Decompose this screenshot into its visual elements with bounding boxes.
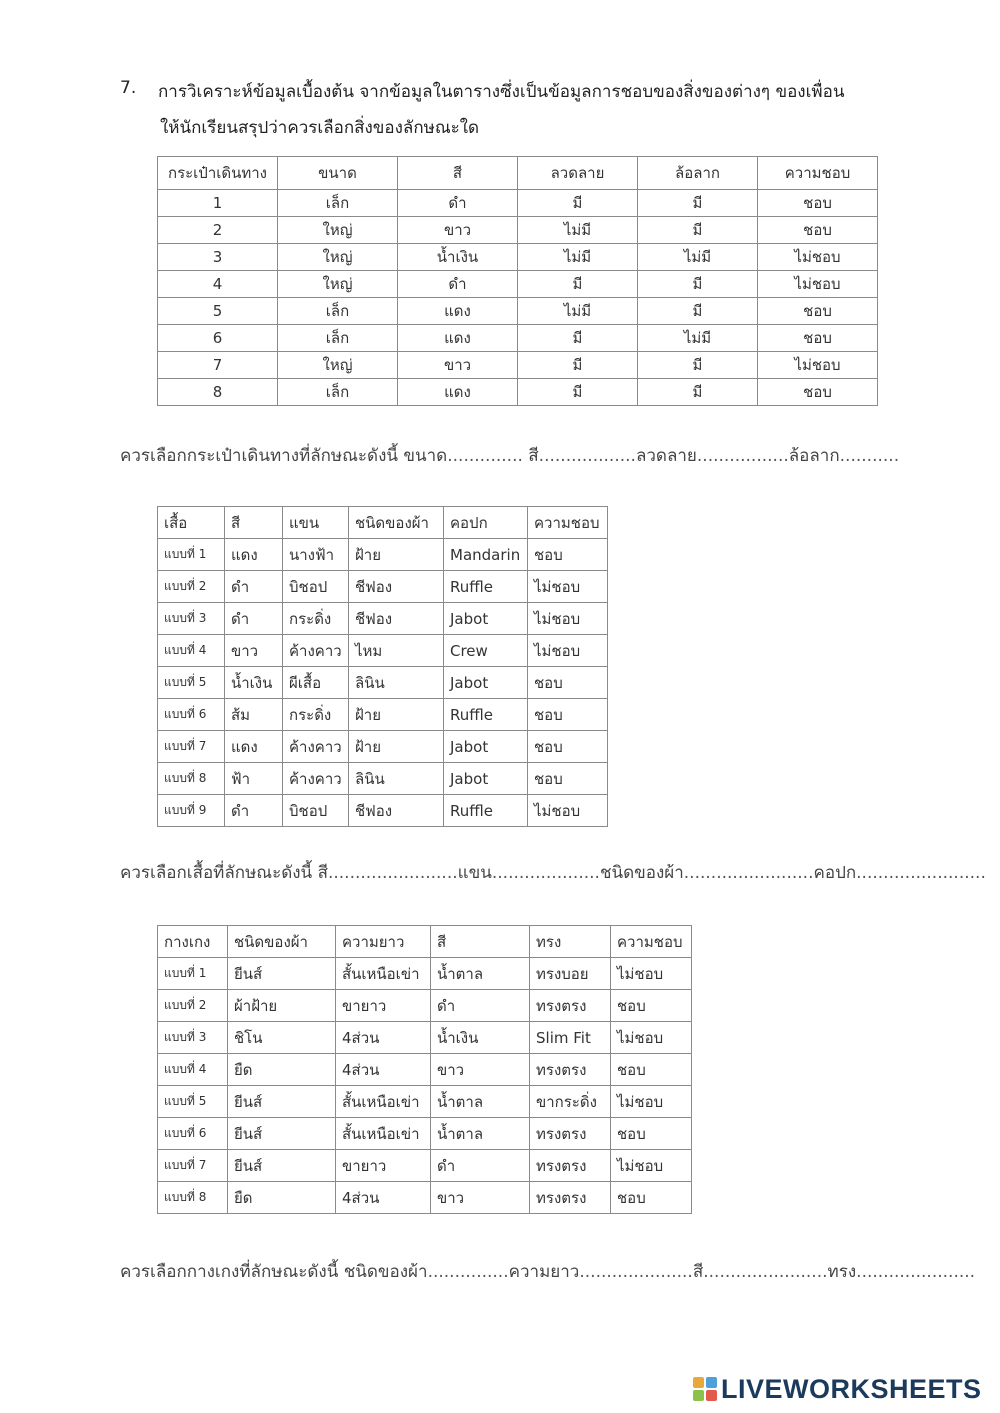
liveworksheets-wordmark: LIVEWORKSHEETS [721, 1373, 982, 1404]
pants-header-row [158, 926, 692, 958]
luggage-header-cell: ความชอบ [758, 157, 878, 190]
shirt-cell: นางฟ้า [283, 539, 349, 571]
luggage-row [158, 190, 878, 217]
shirt-cell: Jabot [444, 603, 528, 635]
pants-cell: สั้นเหนือเข่า [336, 958, 431, 990]
shirt-cell: ไม่ชอบ [528, 603, 608, 635]
shirt-cell: ผีเสื้อ [283, 667, 349, 699]
luggage-cell: ชอบ [758, 298, 878, 325]
pants-cell: ดำ [431, 990, 530, 1022]
shirt-cell: แบบที่ 3 [158, 603, 225, 635]
shirt-table-body [158, 507, 608, 827]
luggage-cell: ใหญ่ [278, 271, 398, 298]
pants-header-cell: ทรง [530, 926, 611, 958]
luggage-cell: ใหญ่ [278, 244, 398, 271]
pants-cell: 4ส่วน [336, 1022, 431, 1054]
pants-cell: ขายาว [336, 1150, 431, 1182]
shirt-sleeve-blank[interactable]: .................... [491, 863, 600, 883]
shirt-header-cell: แขน [283, 507, 349, 539]
shirt-cell: ดำ [225, 571, 283, 603]
shirt-cell: แบบที่ 8 [158, 763, 225, 795]
shirt-row [158, 603, 608, 635]
shirt-header-cell: ความชอบ [528, 507, 608, 539]
luggage-pattern-label: ลวดลาย [635, 446, 697, 466]
luggage-cell: ชอบ [758, 190, 878, 217]
luggage-cell: มี [638, 379, 758, 406]
pants-row [158, 1054, 692, 1086]
shirt-cell: Ruffle [444, 795, 528, 827]
shirt-cell: กระดิ่ง [283, 603, 349, 635]
pants-cell: ทรงตรง [530, 1150, 611, 1182]
shirt-row [158, 795, 608, 827]
luggage-cell: ไม่ชอบ [758, 244, 878, 271]
shirt-header-row [158, 507, 608, 539]
pants-cell: แบบที่ 7 [158, 1150, 228, 1182]
luggage-cell: มี [638, 298, 758, 325]
pants-cell: ยีนส์ [228, 958, 336, 990]
pants-cell: ยีนส์ [228, 1150, 336, 1182]
luggage-cell: มี [518, 352, 638, 379]
shirt-row [158, 667, 608, 699]
shirt-answer-prefix: ควรเลือกเสื้อที่ลักษณะดังนี้ สี [120, 863, 328, 883]
pants-cell: แบบที่ 2 [158, 990, 228, 1022]
pants-cell: สั้นเหนือเข่า [336, 1086, 431, 1118]
luggage-cell: มี [638, 352, 758, 379]
shirt-header-cell: สี [225, 507, 283, 539]
shirt-cell: ฟ้า [225, 763, 283, 795]
shirt-cell: ดำ [225, 795, 283, 827]
luggage-cell: 7 [158, 352, 278, 379]
luggage-cell: มี [638, 217, 758, 244]
shirt-cell: ไม่ชอบ [528, 571, 608, 603]
pants-row [158, 958, 692, 990]
shirt-collar-label: คอปก [813, 863, 857, 883]
shirt-cell: Ruffle [444, 571, 528, 603]
luggage-cell: ไม่มี [518, 244, 638, 271]
shirt-sleeve-label: แขน [457, 863, 492, 883]
luggage-cell: ไม่ชอบ [758, 352, 878, 379]
pants-cell: ยีนส์ [228, 1118, 336, 1150]
luggage-cell: ใหญ่ [278, 352, 398, 379]
luggage-cell: ไม่มี [638, 244, 758, 271]
shirt-cell: แบบที่ 5 [158, 667, 225, 699]
luggage-cell: แดง [398, 379, 518, 406]
shirt-cell: ค้างคาว [283, 731, 349, 763]
luggage-header-cell: ล้อลาก [638, 157, 758, 190]
luggage-cell: ไม่ชอบ [758, 271, 878, 298]
luggage-cell: แดง [398, 298, 518, 325]
shirt-cell: บิชอป [283, 795, 349, 827]
pants-cell: ทรงบอย [530, 958, 611, 990]
luggage-row [158, 244, 878, 271]
pants-header-cell: กางเกง [158, 926, 228, 958]
luggage-cell: มี [518, 325, 638, 352]
liveworksheets-logo-icon [693, 1377, 717, 1401]
shirt-collar-blank[interactable]: ........................ [856, 863, 986, 883]
luggage-cell: 8 [158, 379, 278, 406]
pants-cell: ผ้าฝ้าย [228, 990, 336, 1022]
pants-cell: ทรงตรง [530, 1182, 611, 1214]
luggage-header-row [158, 157, 878, 190]
shirt-cell: Ruffle [444, 699, 528, 731]
shirt-row [158, 635, 608, 667]
pants-cell: ชอบ [611, 990, 692, 1022]
shirt-cell: ชอบ [528, 699, 608, 731]
shirt-cell: ชอบ [528, 667, 608, 699]
pants-cell: ขายาว [336, 990, 431, 1022]
luggage-cell: เล็ก [278, 379, 398, 406]
luggage-header-cell: ลวดลาย [518, 157, 638, 190]
pants-cell: ยีนส์ [228, 1086, 336, 1118]
luggage-cell: ขาว [398, 352, 518, 379]
shirt-cell: ไหม [349, 635, 444, 667]
luggage-cell: แดง [398, 325, 518, 352]
pants-cell: ยืด [228, 1182, 336, 1214]
luggage-answer-prefix: ควรเลือกกระเป๋าเดินทางที่ลักษณะดังนี้ ขนาด [120, 446, 448, 466]
pants-row [158, 1022, 692, 1054]
shirt-cell: แบบที่ 2 [158, 571, 225, 603]
luggage-row [158, 271, 878, 298]
shirt-answer-line [120, 859, 986, 886]
pants-cell: น้ำตาล [431, 1086, 530, 1118]
pants-answer-line [120, 1258, 975, 1285]
pants-cell: แบบที่ 1 [158, 958, 228, 990]
luggage-cell: มี [638, 271, 758, 298]
luggage-cell: ดำ [398, 190, 518, 217]
luggage-cell: ใหญ่ [278, 217, 398, 244]
pants-cell: น้ำตาล [431, 1118, 530, 1150]
pants-cell: ไม่ชอบ [611, 1150, 692, 1182]
pants-fabric-blank[interactable]: ............... [427, 1262, 509, 1282]
pants-cell: 4ส่วน [336, 1182, 431, 1214]
shirt-cell: Mandarin [444, 539, 528, 571]
shirt-row [158, 539, 608, 571]
luggage-cell: ไม่มี [638, 325, 758, 352]
pants-cell: ไม่ชอบ [611, 1086, 692, 1118]
luggage-row [158, 298, 878, 325]
pants-cell: แบบที่ 5 [158, 1086, 228, 1118]
luggage-header-cell: กระเป๋าเดินทาง [158, 157, 278, 190]
shirt-cell: แบบที่ 6 [158, 699, 225, 731]
luggage-table [157, 156, 878, 406]
shirt-cell: ค้างคาว [283, 635, 349, 667]
luggage-answer-line [120, 442, 899, 469]
shirt-table [157, 506, 608, 827]
luggage-cell: เล็ก [278, 190, 398, 217]
question-number: 7. [120, 78, 137, 98]
pants-cell: ขากระดิ่ง [530, 1086, 611, 1118]
pants-header-cell: ความชอบ [611, 926, 692, 958]
shirt-cell: ไม่ชอบ [528, 795, 608, 827]
shirt-row [158, 763, 608, 795]
pants-cell: ทรงตรง [530, 1054, 611, 1086]
shirt-cell: ฝ้าย [349, 699, 444, 731]
luggage-color-label: สี [522, 446, 539, 466]
luggage-cell: 4 [158, 271, 278, 298]
shirt-cell: แดง [225, 731, 283, 763]
luggage-cell: มี [518, 271, 638, 298]
luggage-table-body [158, 157, 878, 406]
shirt-header-cell: เสื้อ [158, 507, 225, 539]
shirt-cell: ชีฟอง [349, 795, 444, 827]
luggage-row [158, 379, 878, 406]
shirt-cell: ไม่ชอบ [528, 635, 608, 667]
pants-cell: แบบที่ 8 [158, 1182, 228, 1214]
shirt-cell: Jabot [444, 731, 528, 763]
pants-table-body [158, 926, 692, 1214]
luggage-header-cell: ขนาด [278, 157, 398, 190]
pants-cell: แบบที่ 6 [158, 1118, 228, 1150]
luggage-header-cell: สี [398, 157, 518, 190]
luggage-cell: เล็ก [278, 298, 398, 325]
pants-cell: 4ส่วน [336, 1054, 431, 1086]
pants-cell: ดำ [431, 1150, 530, 1182]
pants-cell: น้ำเงิน [431, 1022, 530, 1054]
pants-cell: ขาว [431, 1054, 530, 1086]
shirt-cell: ชอบ [528, 539, 608, 571]
luggage-cell: น้ำเงิน [398, 244, 518, 271]
luggage-cell: เล็ก [278, 325, 398, 352]
pants-length-blank[interactable]: ..................... [579, 1262, 693, 1282]
shirt-cell: ฝ้าย [349, 731, 444, 763]
luggage-cell: ขาว [398, 217, 518, 244]
shirt-cell: ลินิน [349, 763, 444, 795]
luggage-row [158, 325, 878, 352]
pants-cell: สั้นเหนือเข่า [336, 1118, 431, 1150]
pants-color-label: สี [692, 1262, 704, 1282]
luggage-cell: 6 [158, 325, 278, 352]
pants-cell: ชอบ [611, 1118, 692, 1150]
shirt-cell: บิชอป [283, 571, 349, 603]
shirt-row [158, 571, 608, 603]
shirt-cell: ชอบ [528, 763, 608, 795]
shirt-cell: ชีฟอง [349, 571, 444, 603]
shirt-cell: แบบที่ 1 [158, 539, 225, 571]
question-text-line2: ให้นักเรียนสรุปว่าควรเลือกสิ่งของลักษณะใด [160, 118, 480, 138]
shirt-cell: Crew [444, 635, 528, 667]
shirt-cell: น้ำเงิน [225, 667, 283, 699]
pants-cell: ทรงตรง [530, 1118, 611, 1150]
luggage-cell: 2 [158, 217, 278, 244]
shirt-cell: แดง [225, 539, 283, 571]
shirt-color-blank[interactable]: ........................ [327, 863, 458, 883]
luggage-cell: 3 [158, 244, 278, 271]
shirt-cell: แบบที่ 9 [158, 795, 225, 827]
luggage-pattern-blank[interactable]: ................. [696, 446, 789, 466]
shirt-cell: ลินิน [349, 667, 444, 699]
pants-cell: ขาว [431, 1182, 530, 1214]
shirt-fabric-blank[interactable]: ........................ [683, 863, 814, 883]
shirt-cell: กระดิ่ง [283, 699, 349, 731]
shirt-cell: แบบที่ 4 [158, 635, 225, 667]
pants-cell: ชอบ [611, 1182, 692, 1214]
pants-cell: ชิโน [228, 1022, 336, 1054]
pants-cell: แบบที่ 4 [158, 1054, 228, 1086]
pants-color-blank[interactable]: ....................... [703, 1262, 828, 1282]
shirt-cell: Jabot [444, 763, 528, 795]
pants-shape-label: ทรง [827, 1262, 857, 1282]
liveworksheets-brand[interactable] [693, 1373, 982, 1405]
shirt-cell: Jabot [444, 667, 528, 699]
shirt-cell: ดำ [225, 603, 283, 635]
pants-cell: ทรงตรง [530, 990, 611, 1022]
shirt-cell: ชอบ [528, 731, 608, 763]
shirt-cell: ฝ้าย [349, 539, 444, 571]
shirt-cell: ชีฟอง [349, 603, 444, 635]
luggage-wheels-blank[interactable]: ........... [839, 446, 900, 466]
pants-cell: ยืด [228, 1054, 336, 1086]
pants-header-cell: สี [431, 926, 530, 958]
luggage-color-blank[interactable]: .................. [538, 446, 636, 466]
shirt-header-cell: ชนิดของผ้า [349, 507, 444, 539]
pants-answer-prefix: ควรเลือกกางเกงที่ลักษณะดังนี้ ชนิดของผ้า [120, 1262, 428, 1282]
pants-length-label: ความยาว [508, 1262, 580, 1282]
pants-cell: ไม่ชอบ [611, 1022, 692, 1054]
pants-row [158, 1182, 692, 1214]
pants-cell: ชอบ [611, 1054, 692, 1086]
luggage-cell: มี [518, 379, 638, 406]
luggage-cell: มี [638, 190, 758, 217]
luggage-cell: ไม่มี [518, 298, 638, 325]
shirt-cell: ค้างคาว [283, 763, 349, 795]
pants-row [158, 1150, 692, 1182]
luggage-cell: ชอบ [758, 217, 878, 244]
luggage-cell: มี [518, 190, 638, 217]
pants-row [158, 1086, 692, 1118]
luggage-cell: ชอบ [758, 379, 878, 406]
pants-header-cell: ชนิดของผ้า [228, 926, 336, 958]
shirt-cell: แบบที่ 7 [158, 731, 225, 763]
shirt-row [158, 731, 608, 763]
pants-row [158, 1118, 692, 1150]
pants-cell: น้ำตาล [431, 958, 530, 990]
shirt-row [158, 699, 608, 731]
shirt-cell: ขาว [225, 635, 283, 667]
shirt-header-cell: คอปก [444, 507, 528, 539]
pants-cell: ไม่ชอบ [611, 958, 692, 990]
pants-table [157, 925, 692, 1214]
pants-header-cell: ความยาว [336, 926, 431, 958]
shirt-cell: ส้ม [225, 699, 283, 731]
luggage-row [158, 217, 878, 244]
luggage-size-blank[interactable]: .............. [447, 446, 523, 466]
luggage-cell: ไม่มี [518, 217, 638, 244]
luggage-cell: ดำ [398, 271, 518, 298]
luggage-cell: ชอบ [758, 325, 878, 352]
shirt-fabric-label: ชนิดของผ้า [599, 863, 684, 883]
luggage-wheels-label: ล้อลาก [788, 446, 840, 466]
luggage-cell: 5 [158, 298, 278, 325]
question-text-line1: การวิเคราะห์ข้อมูลเบื้องต้น จากข้อมูลในตารางซึ่งเป็นข้อมูลการชอบของสิ่งของต่างๆ ของเพื่อน [158, 82, 845, 102]
luggage-row [158, 352, 878, 379]
pants-row [158, 990, 692, 1022]
pants-cell: แบบที่ 3 [158, 1022, 228, 1054]
pants-cell: Slim Fit [530, 1022, 611, 1054]
luggage-cell: 1 [158, 190, 278, 217]
pants-shape-blank[interactable]: ...................... [856, 1262, 976, 1282]
